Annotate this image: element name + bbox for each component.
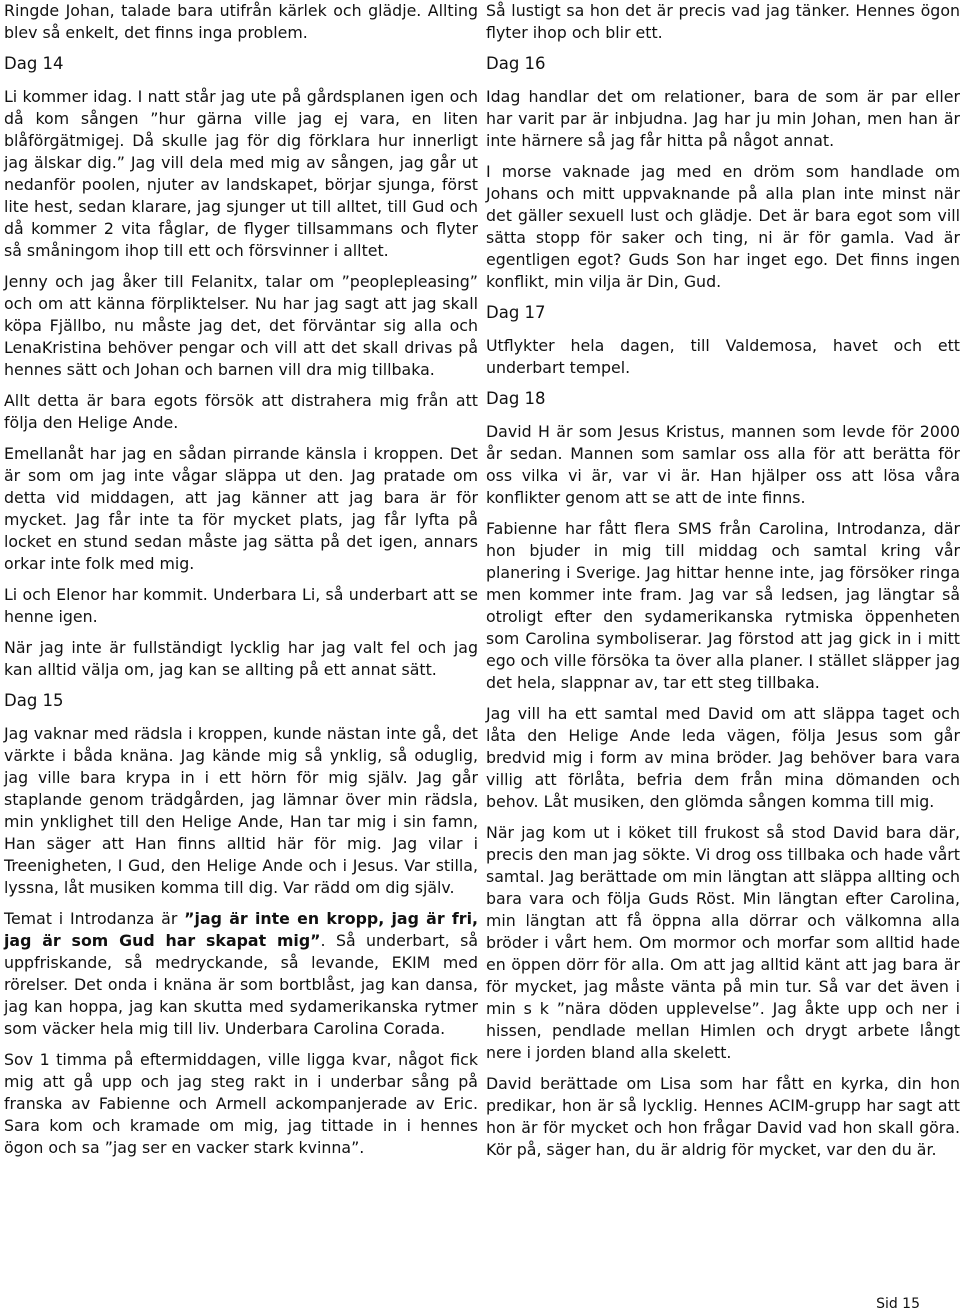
paragraph: När jag kom ut i köket till frukost så stod David bara där, precis den man jag sökte. Vi drog oss tillbaka och hade vårt samtal. Jag berättade om min längtan att släppa allting och bara vara och följa Guds Röst. Min längtan efter Carolina, min längtan att få öppna alla dörrar och välkomna alla bröder i vårt hem. Om mormor och morfar som alltid hade en öppen dörr för alla. Om att jag alltid känt att jag bara är för mycket, jag måste vänta på min tur. Så var det även i min s k ”nära döden upplevelse”. Jag åkte upp och ner i hissen, pendlade mellan Himlen och drygt arbete långt nere i jorden bland alla skelett.	[486, 823, 960, 1062]
paragraph: Utflykter hela dagen, till Valdemosa, havet och ett underbart tempel.	[486, 336, 960, 377]
paragraph: David H är som Jesus Kristus, mannen som levde för 2000 år sedan. Mannen som samlar oss alla för att berätta för oss vilka vi är, var vi är. Han hjälper oss att lösa våra konflikter genom att se att de inte finns.	[486, 422, 960, 507]
left-column	[4, 0, 478, 1168]
paragraph: Li kommer idag. I natt står jag ute på gårdsplanen igen och då kom sången ”hur gärna ville jag ej vara, en liten blåförgätmigej. Då skulle jag för dig förklara hur innerligt jag älskar dig.” Jag vill dela med mig av sången, jag går ut nedanför poolen, njuter av landskapet, börjar sjunga, först lite hest, sedan klarare, jag sjunger ut till alltet, till Gud och då kommer 2 vita fåglar, de flyger tillsammans och flyter så småningom ihop till ett och försvinner i alltet.	[4, 87, 478, 260]
page-number: Sid 15	[876, 1296, 920, 1312]
paragraph: Jag vill ha ett samtal med David om att släppa taget och låta den Helige Ande leda vägen, följa Jesus som går bredvid mig i form av mina bröder. Jag behöver bara vara villig att förlåta, befria dem från mina dömanden och behov. Låt musiken, den glömda sången komma till mig.	[486, 704, 960, 811]
paragraph: Sov 1 timma på eftermiddagen, ville ligga kvar, något fick mig att gå upp och jag steg rakt in i underbar sång på franska av Fabienne och Armell ackompanjerade av Eric. Sara kom och kramade om mig, jag tittade in i hennes ögon och sa ”jag ser en vacker stark kvinna”.	[4, 1050, 478, 1157]
section-heading-dag-14: Dag 14	[4, 54, 64, 73]
bold-quote: ”jag är inte en kropp, jag är fri, jag är som Gud har skapat mig”	[4, 909, 478, 950]
paragraph-with-emphasis	[4, 908, 478, 1040]
section-heading-dag-15: Dag 15	[4, 691, 64, 710]
paragraph: Allt detta är bara egots försök att distrahera mig från att följa den Helige Ande.	[4, 391, 478, 432]
paragraph: Emellanåt har jag en sådan pirrande känsla i kroppen. Det är som om jag inte vågar släppa ut den. Jag pratade om detta vid middagen, att jag känner att jag bara är för mycket. Jag får inte ta för mycket plats, jag får lyfta på locket en stund sedan måste jag sätta på det igen, annars orkar inte folk med mig.	[4, 444, 478, 573]
section-heading-dag-16: Dag 16	[486, 54, 546, 73]
paragraph: Så lustigt sa hon det är precis vad jag tänker. Hennes ögon flyter ihop och blir ett.	[486, 1, 960, 42]
section-heading-dag-18: Dag 18	[486, 389, 546, 408]
paragraph: I morse vaknade jag med en dröm som handlade om Johans och mitt uppvaknande på alla plan inte minst när det gäller sexuell lust och glädje. Det är bara egot som vill sätta stopp för saker och ting, ni är för gamla. Vad är egentligen egot? Guds Son har inget ego. Det finns ingen konflikt, min vilja är Din, Gud.	[486, 162, 960, 291]
paragraph: Jenny och jag åker till Felanitx, talar om ”peoplepleasing” och om att känna förpliktelser. Nu har jag sagt att jag skall köpa Fjällbo, nu måste jag det, det förväntar sig alla och LenaKristina behöver pengar och vill att det skall drivas på hennes sätt och Johan och barnen vill dra mig tillbaka.	[4, 272, 478, 379]
right-column	[486, 0, 960, 1170]
paragraph: David berättade om Lisa som har fått en kyrka, din hon predikar, hon är så lycklig. Hennes ACIM-grupp har sagt att hon är för mycket och hon frågar David vad hon skall göra. Kör på, säger han, du är aldrig för mycket, var den du är.	[486, 1074, 960, 1159]
paragraph: Ringde Johan, talade bara utifrån kärlek och glädje. Allting blev så enkelt, det finns inga problem.	[4, 1, 478, 42]
text-span: . Så underbart, så uppfriskande, så medryckande, så levande, EKIM med rörelser. Det onda i knäna är som bortblåst, jag kan dansa, jag kan hoppa, jag kan skutta med sydamerikanska rytmer som väcker hela mig till liv. Underbara Carolina Corada.	[4, 931, 478, 1038]
paragraph: Idag handlar det om relationer, bara de som är par eller har varit par är inbjudna. Jag har ju min Johan, men han är inte härnere så jag får hitta på något annat.	[486, 87, 960, 150]
section-heading-dag-17: Dag 17	[486, 303, 546, 322]
text-span: Temat i Introdanza är	[4, 909, 185, 928]
paragraph: När jag inte är fullständigt lycklig har jag valt fel och jag kan alltid välja om, jag kan se allting på ett annat sätt.	[4, 638, 478, 679]
paragraph: Jag vaknar med rädsla i kroppen, kunde nästan inte gå, det värkte i båda knäna. Jag kände mig så ynklig, så oduglig, jag ville bara krypa in i ett hörn för mig själv. Jag går staplande genom trädgården, jag lämnar över min rädsla, min ynklighet till den Helige Ande, Han tar mig i sin famn, Han säger att Han finns alltid här för mig. Jag vilar i Treenigheten, I Gud, den Helige Ande och i Jesus. Var stilla, lyssna, låt musiken komma till dig. Var rädd om dig själv.	[4, 724, 478, 897]
paragraph: Li och Elenor har kommit. Underbara Li, så underbart att se henne igen.	[4, 585, 478, 626]
paragraph: Fabienne har fått flera SMS från Carolina, Introdanza, där hon bjuder in mig till middag och samtal kring vår planering i Sverige. Jag hittar henne inte, jag försöker ringa men kommer inte fram. Jag var så ledsen, jag längtar så otroligt efter den sydamerikanska rytmiska öppenheten som Carolina symboliserar. Jag förstod att jag gick in i mitt ego och ville försöka ta över alla planer. I stället släpper jag det hela, slappnar av, tar ett steg tillbaka.	[486, 519, 960, 692]
